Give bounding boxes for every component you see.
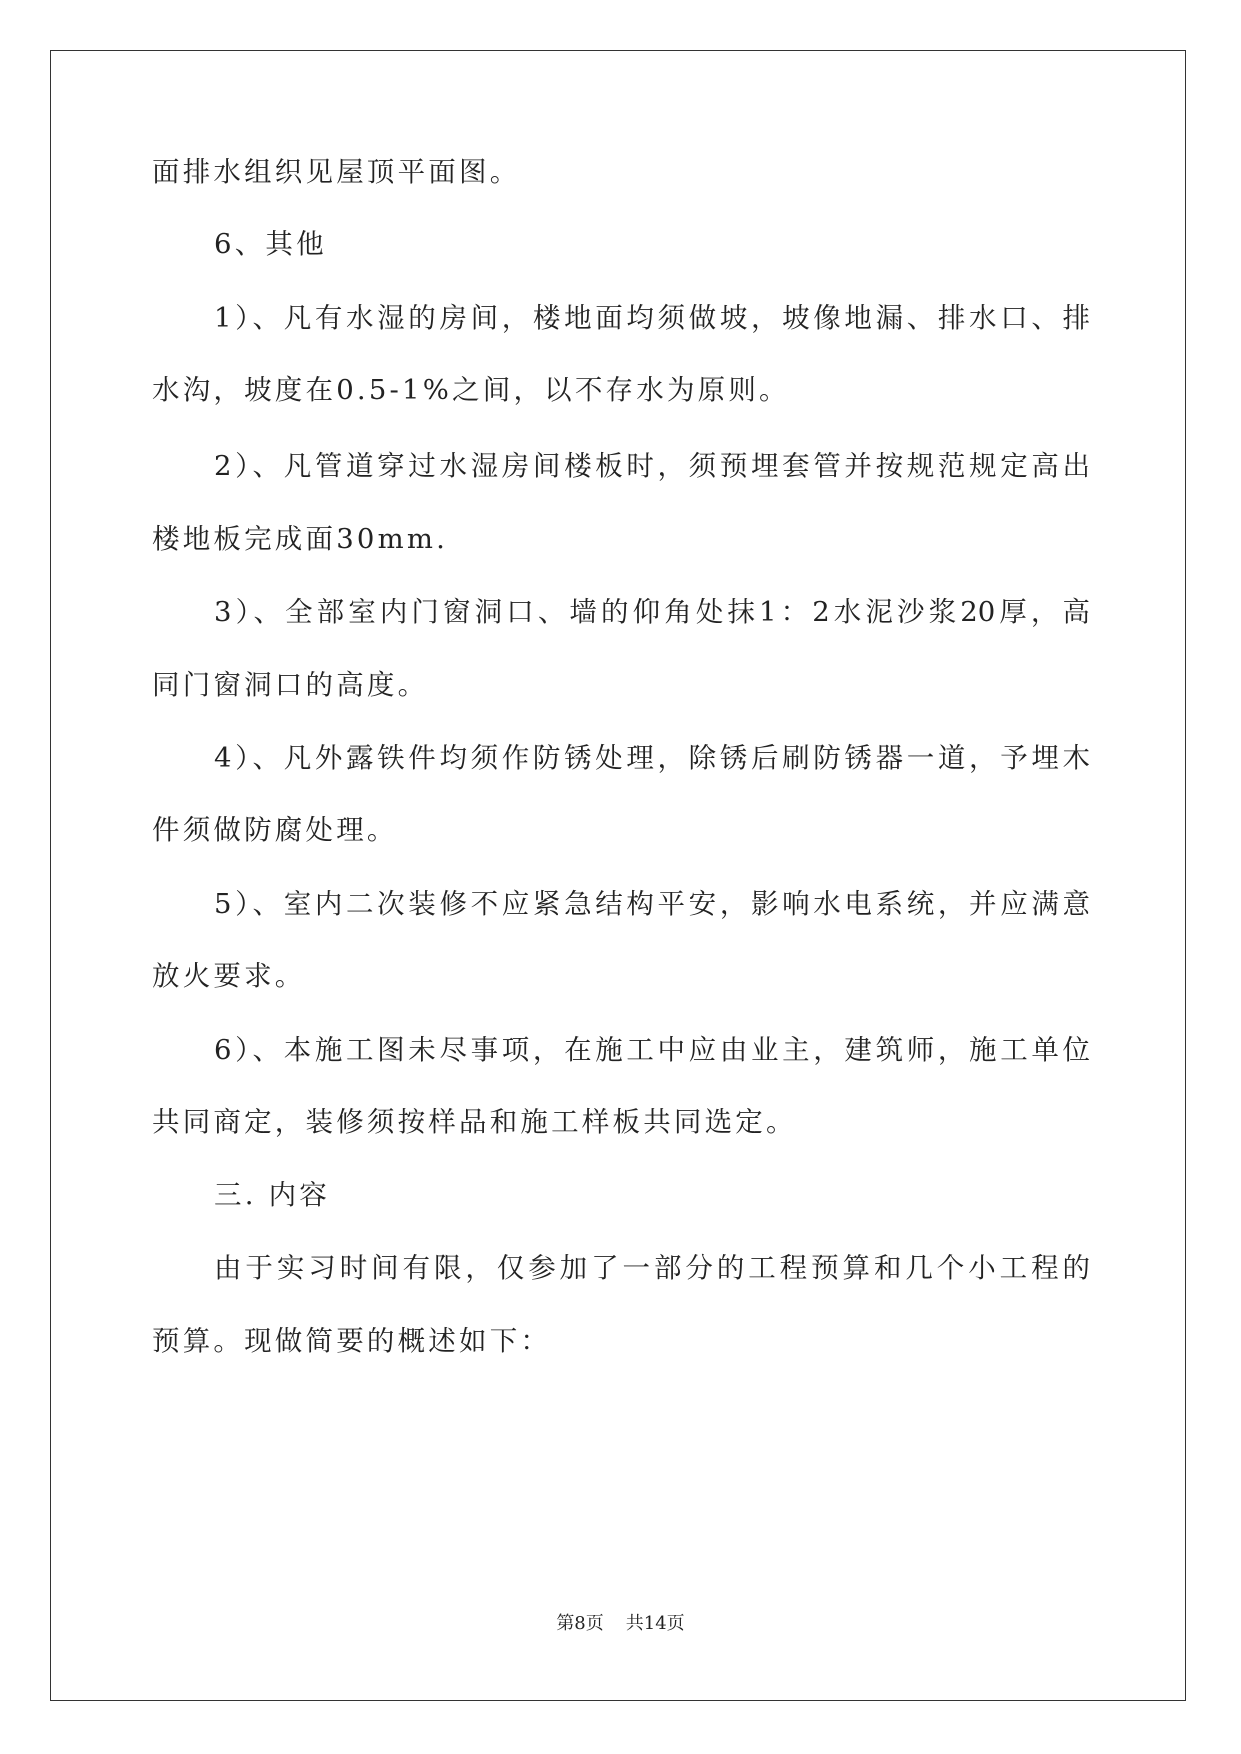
paragraph-line: 1）、凡有水湿的房间，楼地面均须做坡，坡像地漏、排水口、排 [214, 302, 1090, 334]
section-heading: 三. 内容 [214, 1179, 330, 1211]
paragraph-line: 2）、凡管道穿过水湿房间楼板时，须预埋套管并按规范规定高出 [214, 450, 1090, 482]
paragraph-line: 3）、全部室内门窗洞口、墙的仰角处抹1：2水泥沙浆20厚，高 [214, 596, 1090, 628]
page-footer [0, 1612, 1241, 1636]
page-total: 共14页 [625, 1613, 685, 1634]
paragraph-line: 水沟，坡度在0.5-1%之间，以不存水为原则。 [152, 374, 790, 406]
paragraph-line: 预算。现做简要的概述如下： [152, 1325, 552, 1357]
paragraph-line: 6）、本施工图未尽事项，在施工中应由业主，建筑师，施工单位 [214, 1034, 1090, 1066]
paragraph-line: 4）、凡外露铁件均须作防锈处理，除锈后刷防锈器一道，予埋木 [214, 742, 1090, 774]
paragraph-line: 由于实习时间有限，仅参加了一部分的工程预算和几个小工程的 [214, 1252, 1090, 1284]
paragraph-line: 放火要求。 [152, 960, 306, 992]
paragraph-line: 5）、室内二次装修不应紧急结构平安，影响水电系统，并应满意 [214, 888, 1090, 920]
paragraph-line: 同门窗洞口的高度。 [152, 669, 429, 701]
paragraph-line: 面排水组织见屋顶平面图。 [152, 156, 521, 188]
paragraph-line: 件须做防腐处理。 [152, 814, 398, 846]
page-number: 第8页 [556, 1613, 604, 1634]
section-heading: 6、其他 [214, 228, 327, 260]
paragraph-line: 楼地板完成面30mm. [152, 523, 449, 555]
paragraph-line: 共同商定，装修须按样品和施工样板共同选定。 [152, 1106, 797, 1138]
